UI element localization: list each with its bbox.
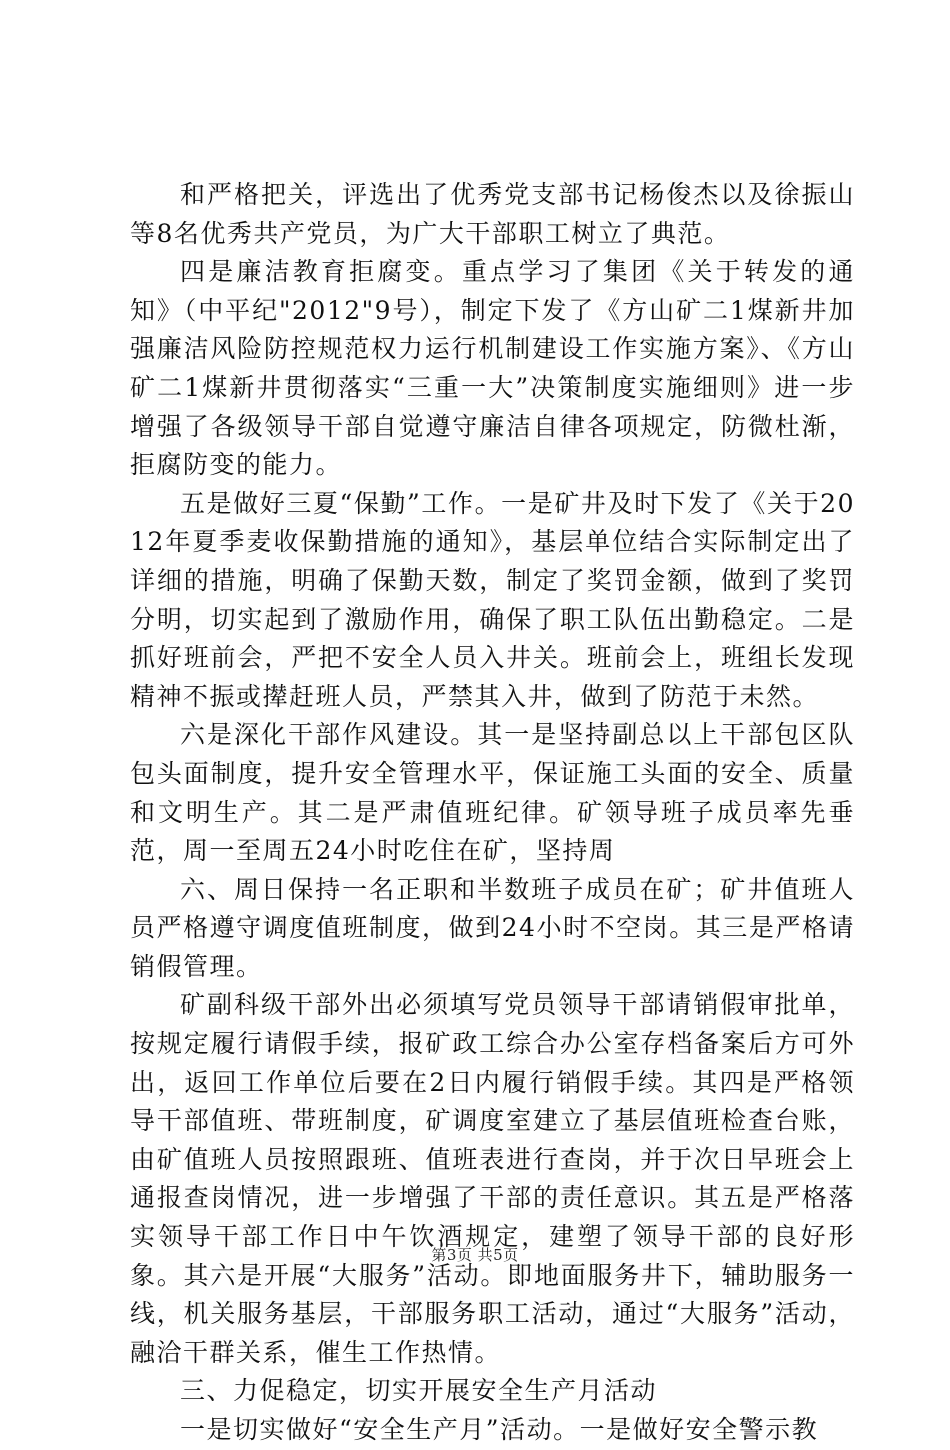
paragraph-2: 四是廉洁教育拒腐变。重点学习了集团《关于转发的通知》（中平纪"2012"9号），制定下发了《方山矿二1煤新井加强廉洁风险防控规范权力运行机制建设工作实施方案》、《方山矿二1煤新井贯彻落实“三重一大”决策制度实施细则》进一步增强了各级领导干部自觉遵守廉洁自律各项规定，防微杜渐，拒腐防变的能力。 [130,257,855,480]
page-footer: 第3页 共5页 [431,1246,519,1264]
paragraph-5: 六、周日保持一名正职和半数班子成员在矿；矿井值班人员严格遵守调度值班制度，做到24小时不空岗。其三是严格请销假管理。 [130,874,855,981]
section-heading: 三、力促稳定，切实开展安全生产月活动 [180,1376,658,1406]
paragraph-4: 六是深化干部作风建设。其一是坚持副总以上干部包区队包头面制度，提升安全管理水平，保证施工头面的安全、质量和文明生产。其二是严肃值班纪律。矿领导班子成员率先垂范，周一至周五24小时吃住在矿，坚持周 [130,720,855,866]
paragraph-6: 矿副科级干部外出必须填写党员领导干部请销假审批单，按规定履行请假手续，报矿政工综合办公室存档备案后方可外出，返回工作单位后要在2日内履行销假手续。其四是严格领导干部值班、带班制度，矿调度室建立了基层值班检查台账，由矿值班人员按照跟班、值班表进行查岗，并于次日早班会上通报查岗情况，进一步增强了干部的责任意识。其五是严格落实领导干部工作日中午饮酒规定，建塑了领导干部的良好形象。其六是开展“大服务”活动。即地面服务井下，辅助服务一线，机关服务基层，干部服务职工活动，通过“大服务”活动，融洽干群关系，催生工作热情。 [130,990,855,1367]
paragraph-1: 和严格把关，评选出了优秀党支部书记杨俊杰以及徐振山等8名优秀共产党员，为广大干部职工树立了典范。 [130,180,855,248]
paragraph-7: 一是切实做好“安全生产月”活动。一是做好安全警示教 [180,1415,819,1444]
paragraph-3: 五是做好三夏“保勤”工作。一是矿井及时下发了《关于2012年夏季麦收保勤措施的通知》，基层单位结合实际制定出了详细的措施，明确了保勤天数，制定了奖罚金额，做到了奖罚分明，切实起到了激励作用，确保了职工队伍出勤稳定。二是抓好班前会，严把不安全人员入井关。班前会上，班组长发现精神不振或撵赶班人员，严禁其入井，做到了防范于未然。 [130,488,855,711]
